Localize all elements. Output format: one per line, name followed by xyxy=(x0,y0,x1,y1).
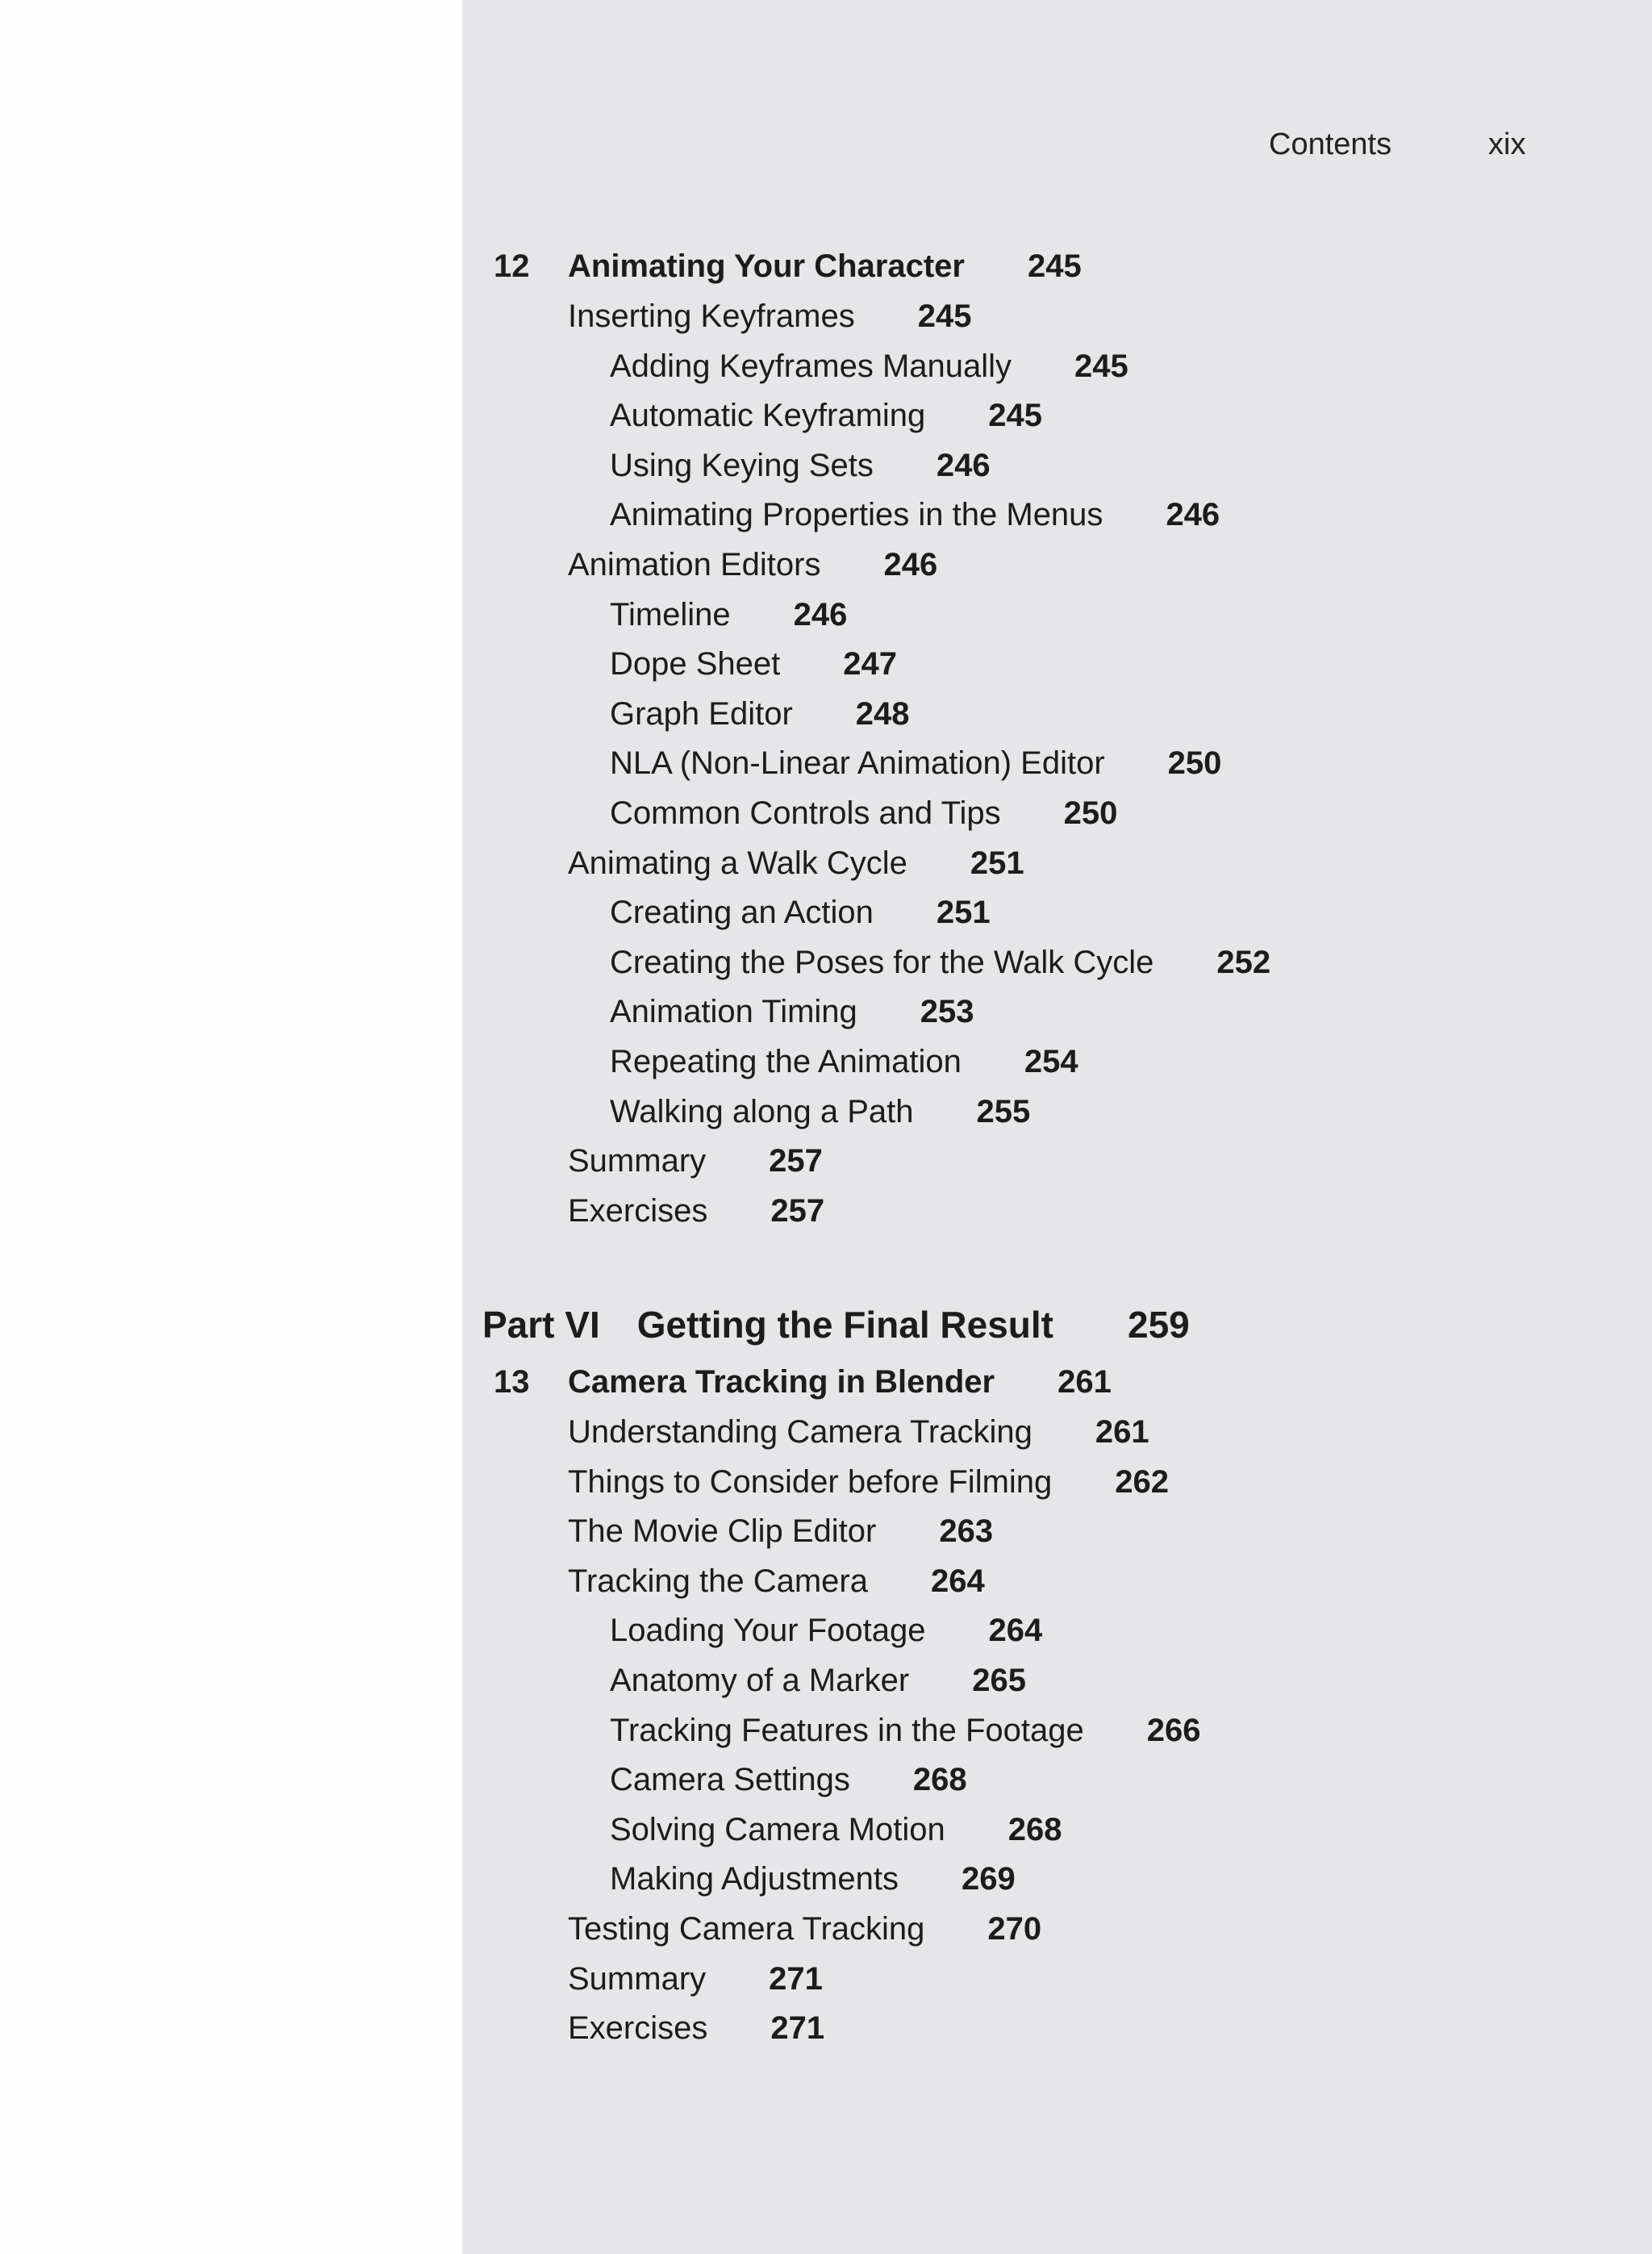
toc-entry[interactable] xyxy=(568,542,937,587)
toc-entry-page: 262 xyxy=(1115,1463,1170,1500)
chapter-title-row[interactable] xyxy=(568,244,1082,289)
toc-entry-title: Things to Consider before Filming xyxy=(568,1463,1053,1500)
toc-entry-title: Understanding Camera Tracking xyxy=(568,1414,1032,1450)
toc-entry[interactable] xyxy=(610,989,974,1034)
toc-entry-page: 264 xyxy=(988,1613,1043,1649)
toc-entry-title: Anatomy of a Marker xyxy=(610,1663,910,1698)
toc-entry[interactable] xyxy=(610,1608,1042,1653)
toc-entry-title: Common Controls and Tips xyxy=(610,795,1001,831)
toc-entry[interactable] xyxy=(610,443,991,488)
toc-entry-title: Creating the Poses for the Walk Cycle xyxy=(610,944,1154,980)
toc-entry-title: Animating Properties in the Menus xyxy=(610,497,1103,533)
toc-entry[interactable] xyxy=(568,1559,985,1604)
toc-entry-page: 248 xyxy=(855,695,910,732)
toc-entry[interactable] xyxy=(610,791,1117,836)
toc-entry-title: Walking along a Path xyxy=(610,1093,914,1129)
toc-entry[interactable] xyxy=(610,890,991,935)
toc-entry-title: Automatic Keyframing xyxy=(610,398,926,434)
toc-entry[interactable] xyxy=(568,1138,823,1183)
toc-entry[interactable] xyxy=(610,1807,1062,1852)
chapter-number: 13 xyxy=(494,1364,530,1400)
toc-entry[interactable] xyxy=(610,1708,1200,1753)
toc-entry-title: Using Keying Sets xyxy=(610,447,874,483)
toc-entry[interactable] xyxy=(610,1757,967,1802)
toc-entry-page: 250 xyxy=(1063,795,1118,831)
toc-entry[interactable] xyxy=(610,344,1128,389)
toc-entry-title: Creating an Action xyxy=(610,895,874,931)
toc-entry-page: 268 xyxy=(912,1762,967,1798)
toc-entry-page: 245 xyxy=(917,298,972,334)
left-margin xyxy=(0,0,462,2254)
toc-entry-page: 246 xyxy=(883,547,938,582)
toc-entry-page: 268 xyxy=(1007,1811,1062,1847)
toc-entry-page: 265 xyxy=(972,1663,1026,1698)
chapter-page: 261 xyxy=(1058,1364,1112,1400)
toc-entry[interactable] xyxy=(568,1188,824,1233)
toc-entry-page: 266 xyxy=(1146,1712,1201,1748)
toc-entry-page: 246 xyxy=(793,596,848,632)
toc-entry-title: Exercises xyxy=(568,1192,708,1229)
toc-entry-title: Tracking Features in the Footage xyxy=(610,1712,1084,1748)
part-heading[interactable] xyxy=(482,1299,1190,1350)
toc-entry[interactable] xyxy=(610,691,910,737)
toc-entry-page: 245 xyxy=(1074,348,1128,384)
toc-entry[interactable] xyxy=(568,294,971,339)
toc-entry-page: 247 xyxy=(843,646,898,682)
toc-entry-page: 250 xyxy=(1167,745,1222,782)
toc-entry-title: Tracking the Camera xyxy=(568,1563,868,1599)
chapter-title: Camera Tracking in Blender xyxy=(568,1364,995,1400)
toc-entry-title: Repeating the Animation xyxy=(610,1044,962,1079)
toc-entry-title: Making Adjustments xyxy=(610,1861,899,1897)
toc-entry-page: 251 xyxy=(970,845,1024,881)
toc-entry-title: Graph Editor xyxy=(610,695,793,732)
chapter-title: Animating Your Character xyxy=(568,248,965,284)
toc-entry[interactable] xyxy=(568,841,1024,886)
toc-entry-page: 255 xyxy=(976,1093,1031,1129)
toc-entry-title: Adding Keyframes Manually xyxy=(610,348,1012,384)
toc-entry-title: Animation Editors xyxy=(568,547,821,582)
toc-entry[interactable] xyxy=(610,641,897,687)
toc-entry[interactable] xyxy=(568,1906,1041,1951)
running-header-page: xix xyxy=(1488,127,1526,161)
toc-entry[interactable] xyxy=(610,393,1042,438)
toc-entry-page: 254 xyxy=(1024,1044,1078,1079)
toc-entry-title: Loading Your Footage xyxy=(610,1613,926,1649)
part-label: Part VI xyxy=(482,1304,600,1346)
toc-entry-page: 270 xyxy=(987,1911,1042,1947)
toc-entry-page: 271 xyxy=(770,2010,825,2047)
toc-entry-title: Timeline xyxy=(610,596,731,632)
toc-entry-page: 253 xyxy=(920,994,974,1030)
toc-entry-title: Solving Camera Motion xyxy=(610,1811,945,1847)
toc-entry[interactable] xyxy=(610,1089,1030,1134)
toc-entry[interactable] xyxy=(610,592,847,637)
toc-entry-page: 264 xyxy=(931,1563,985,1599)
toc-entry-page: 257 xyxy=(769,1143,823,1179)
toc-entry-title: Exercises xyxy=(568,2010,708,2047)
part-title: Getting the Final Result xyxy=(636,1304,1053,1346)
toc-entry-title: Dope Sheet xyxy=(610,646,781,682)
toc-entry[interactable] xyxy=(610,492,1220,537)
toc-entry[interactable] xyxy=(610,1856,1016,1901)
toc-entry[interactable] xyxy=(568,1509,993,1554)
toc-entry-title: Animating a Walk Cycle xyxy=(568,845,907,881)
toc-entry[interactable] xyxy=(568,1956,823,2001)
toc-entry-page: 246 xyxy=(1166,497,1220,533)
toc-entry[interactable] xyxy=(610,741,1221,786)
chapter-page: 245 xyxy=(1027,248,1082,284)
toc-entry-page: 263 xyxy=(939,1513,994,1550)
toc-entry-title: Summary xyxy=(568,1143,707,1179)
chapter-title-row[interactable] xyxy=(568,1359,1112,1405)
toc-entry-page: 269 xyxy=(961,1861,1016,1897)
toc-entry-title: Animation Timing xyxy=(610,994,857,1030)
toc-entry[interactable] xyxy=(568,1459,1169,1505)
toc-entry-title: Inserting Keyframes xyxy=(568,298,855,334)
toc-entry-title: NLA (Non-Linear Animation) Editor xyxy=(610,745,1105,782)
toc-entry-page: 257 xyxy=(770,1192,825,1229)
toc-entry-page: 245 xyxy=(988,398,1043,434)
toc-entry-page: 252 xyxy=(1216,944,1271,980)
part-page: 259 xyxy=(1127,1304,1190,1346)
toc-entry-page: 251 xyxy=(936,895,991,931)
chapter-number: 12 xyxy=(494,248,530,284)
toc-entry-page: 261 xyxy=(1095,1414,1149,1450)
toc-entry-title: The Movie Clip Editor xyxy=(568,1513,877,1550)
running-header-title: Contents xyxy=(1269,127,1392,161)
toc-entry[interactable] xyxy=(610,1039,1078,1084)
toc-entry[interactable] xyxy=(568,1409,1149,1455)
toc-entry-title: Summary xyxy=(568,1960,707,1997)
toc-entry[interactable] xyxy=(568,2006,824,2051)
toc-entry[interactable] xyxy=(610,940,1270,985)
toc-entry-page: 246 xyxy=(936,447,991,483)
toc-entry-title: Camera Settings xyxy=(610,1762,850,1798)
toc-entry-page: 271 xyxy=(769,1960,823,1997)
toc-entry[interactable] xyxy=(610,1658,1026,1703)
toc-entry-title: Testing Camera Tracking xyxy=(568,1911,925,1947)
